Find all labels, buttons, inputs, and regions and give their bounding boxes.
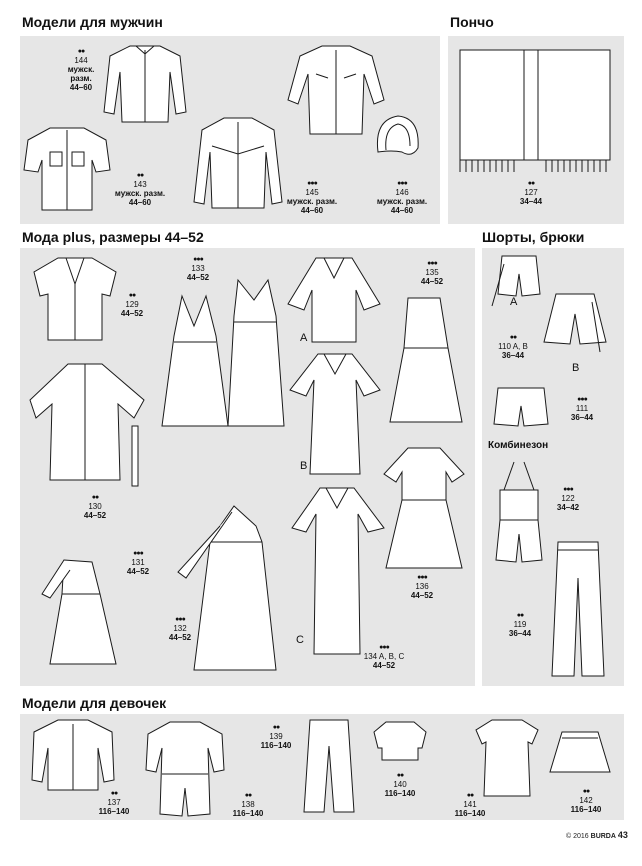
hood-146-drawing	[372, 112, 422, 162]
letter-b-134: B	[300, 460, 308, 472]
letter-a-110: A	[510, 296, 518, 308]
label-138: ●● 138 116–140	[232, 792, 264, 818]
label-139: ●● 139 116–140	[260, 724, 292, 750]
label-133: ●●● 133 44–52	[186, 256, 210, 282]
letter-a-134: A	[300, 332, 308, 344]
label-110: ●● 110 A, B 36–44	[498, 334, 528, 360]
label-131: ●●● 131 44–52	[126, 550, 150, 576]
label-129: ●● 129 44–52	[120, 292, 144, 318]
page-footer	[566, 830, 628, 840]
page-number: 43	[617, 830, 628, 840]
dress-130-drawing	[28, 360, 152, 490]
label-143: ●● 143 мужск. разм. 44–60	[114, 172, 166, 207]
shirt-143-drawing	[22, 122, 112, 218]
top-140-drawing	[370, 718, 430, 766]
shirt-145-drawing	[190, 112, 286, 212]
dress-136-drawing	[380, 444, 468, 574]
label-145: ●●● 145 мужск. разм. 44–60	[286, 180, 338, 215]
trousers-119-drawing	[548, 538, 608, 682]
section-title-girls: Модели для девочек	[22, 695, 167, 711]
label-146: ●●● 146 мужск. разм. 44–60	[376, 180, 428, 215]
section-title-men: Модели для мужчин	[22, 14, 163, 30]
label-140: ●● 140 116–140	[384, 772, 416, 798]
section-title-poncho: Пончо	[450, 14, 494, 30]
label-135: ●●● 135 44–52	[420, 260, 444, 286]
subtitle-jumpsuit: Комбинезон	[488, 440, 549, 451]
brand: BURDA	[590, 833, 616, 840]
letter-b-110: B	[572, 362, 580, 374]
jumpsuit-138-drawing	[142, 718, 228, 822]
label-134: ●●● 134 A, B, C 44–52	[363, 644, 405, 670]
label-111: ●●● 111 36–44	[570, 396, 594, 422]
label-119: ●● 119 36–44	[508, 612, 532, 638]
section-title-shorts: Шорты, брюки	[482, 229, 585, 245]
dress-134c-drawing	[290, 484, 386, 660]
shirt-144-drawing	[100, 42, 190, 126]
jacket-137-drawing	[28, 716, 118, 798]
dress-132-drawing	[176, 492, 286, 676]
copyright: © 2016	[566, 833, 589, 840]
label-130: ●● 130 44–52	[83, 494, 107, 520]
section-title-plus: Мода plus, размеры 44–52	[22, 229, 204, 245]
shirt-146-drawing	[286, 42, 386, 138]
top-129-drawing	[30, 254, 120, 348]
shorts-110b-drawing	[540, 290, 610, 358]
poncho-127-drawing	[452, 44, 620, 176]
label-127: ●● 127 34–44	[519, 180, 543, 206]
dress-131-drawing	[40, 554, 124, 674]
label-136: ●●● 136 44–52	[410, 574, 434, 600]
skirt-142-drawing	[548, 728, 612, 778]
dress-135-drawing	[386, 294, 466, 428]
label-122: ●●● 122 34–42	[556, 486, 580, 512]
letter-c-134: C	[296, 634, 304, 646]
shorts-110a-drawing	[488, 252, 548, 308]
label-132: ●●● 132 44–52	[168, 616, 192, 642]
label-144: ●● 144 мужск. разм. 44–60	[67, 48, 95, 92]
label-137: ●● 137 116–140	[98, 790, 130, 816]
jumpsuit-122-drawing	[490, 456, 548, 570]
label-142: ●● 142 116–140	[570, 788, 602, 814]
dress-133-drawing	[158, 276, 288, 434]
shorts-111-drawing	[490, 384, 552, 432]
trousers-139-drawing	[300, 716, 358, 818]
label-141: ●● 141 116–140	[454, 792, 486, 818]
top-141-drawing	[472, 716, 542, 800]
